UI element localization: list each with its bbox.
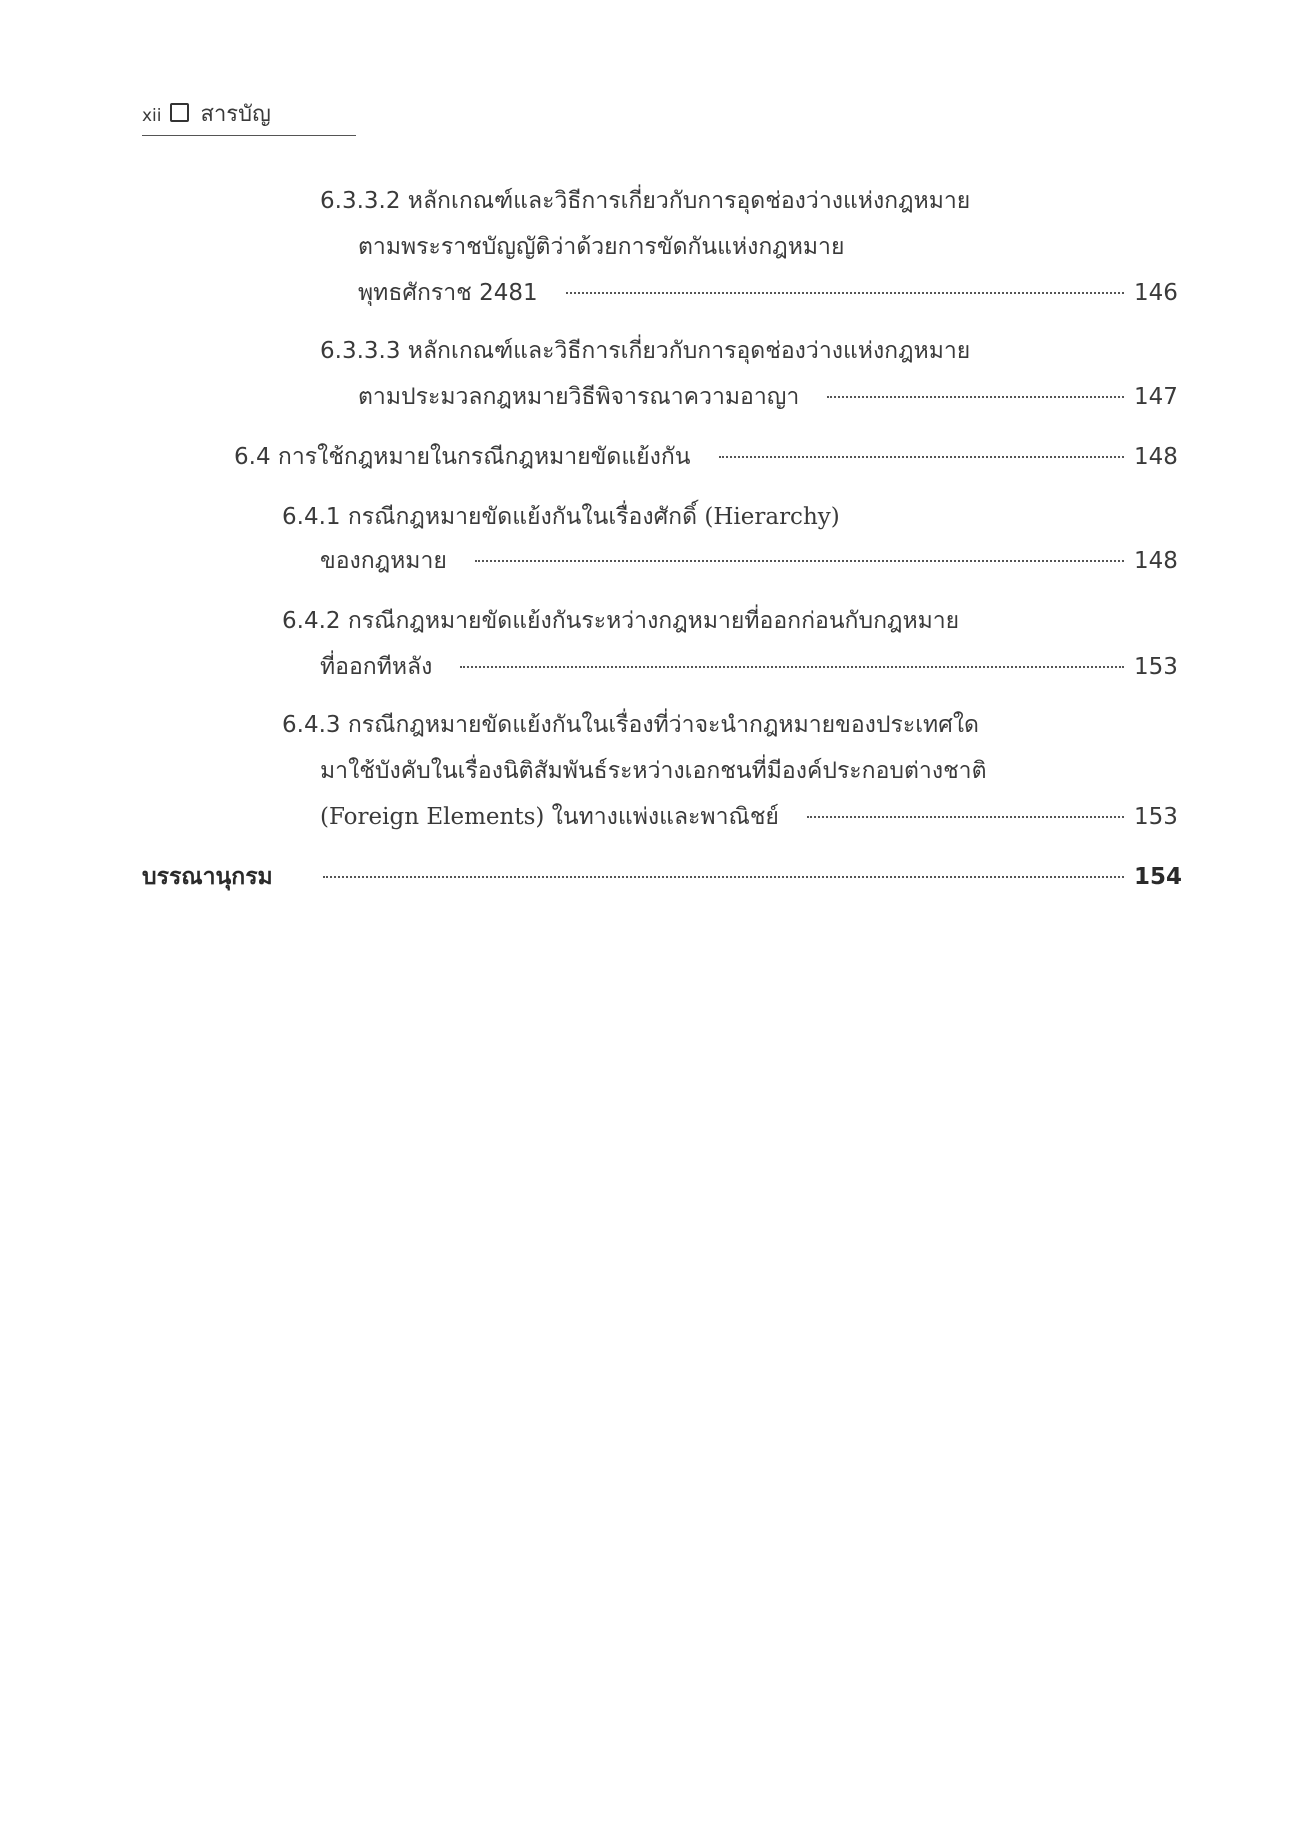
- toc-entry-6-3-3-3-line1: 6.3.3.3 หลักเกณฑ์และวิธีการเกี่ยวกับการอุดช่องว่างแห่งกฎหมาย: [320, 338, 971, 364]
- toc-entry-text: [320, 802, 779, 832]
- toc-page-number: 153: [1134, 654, 1178, 680]
- toc-page-number: 148: [1134, 548, 1178, 574]
- toc-page-number: 154: [1134, 864, 1183, 890]
- dot-leader: [807, 816, 1124, 818]
- toc-entry-6-4-2-line1: 6.4.2 กรณีกฎหมายขัดแย้งกันระหว่างกฎหมายที่ออกก่อนกับกฎหมาย: [282, 608, 960, 634]
- toc-entry-6-4-3-line1: 6.4.3 กรณีกฎหมายขัดแย้งกันในเรื่องที่ว่าจะนำกฎหมายของประเทศใด: [282, 712, 979, 738]
- toc-entry-text: ที่ออกทีหลัง: [320, 654, 433, 680]
- toc-entry-english: (Hierarchy): [704, 504, 840, 530]
- toc-entry-6-4-2-last[interactable]: [320, 652, 1176, 682]
- dot-leader: [719, 456, 1125, 458]
- square-bullet-icon: [170, 103, 189, 122]
- toc-page-number: 148: [1134, 444, 1178, 470]
- toc-entry-6-4-1-last[interactable]: [320, 546, 1176, 576]
- running-header: [142, 96, 356, 136]
- dot-leader: [566, 292, 1124, 294]
- dot-leader: [475, 560, 1124, 562]
- toc-entry-text: 6.4 การใช้กฎหมายในกรณีกฎหมายขัดแย้งกัน: [234, 444, 691, 470]
- toc-entry-6-4-1-line1: [282, 502, 840, 532]
- page-number: xii: [142, 106, 162, 126]
- toc-entry-6-4-3-last[interactable]: [320, 802, 1176, 832]
- toc-entry-6-4[interactable]: [234, 442, 1176, 472]
- toc-entry-text: ของกฎหมาย: [320, 548, 447, 574]
- toc-entry-6-3-3-2-line2: ตามพระราชบัญญัติว่าด้วยการขัดกันแห่งกฎหมาย: [358, 234, 845, 260]
- toc-entry-6-3-3-3-last[interactable]: [358, 382, 1176, 412]
- toc-entry-english: (Foreign Elements): [320, 804, 545, 830]
- toc-entry-6-3-3-2-line1: 6.3.3.2 หลักเกณฑ์และวิธีการเกี่ยวกับการอุดช่องว่างแห่งกฎหมาย: [320, 188, 971, 214]
- dot-leader: [460, 666, 1124, 668]
- toc-entry-thai: ในทางแพ่งและพาณิชย์: [551, 804, 779, 830]
- toc-page-number: 153: [1134, 804, 1178, 830]
- toc-entry-text: ตามประมวลกฎหมายวิธีพิจารณาความอาญา: [358, 384, 800, 410]
- toc-entry-6-4-3-line2: มาใช้บังคับในเรื่องนิติสัมพันธ์ระหว่างเอกชนที่มีองค์ประกอบต่างชาติ: [320, 758, 987, 784]
- toc-entry-text: พุทธศักราช 2481: [358, 280, 538, 306]
- toc-entry-text: 6.4.1 กรณีกฎหมายขัดแย้งกันในเรื่องศักดิ์: [282, 504, 698, 530]
- toc-entry-text: บรรณานุกรม: [142, 864, 273, 890]
- toc-entry-6-3-3-2-last[interactable]: [358, 278, 1176, 308]
- toc-page-number: 147: [1134, 384, 1178, 410]
- dot-leader: [323, 876, 1124, 878]
- dot-leader: [827, 396, 1124, 398]
- toc-page-number: 146: [1134, 280, 1178, 306]
- header-title: สารบัญ: [200, 102, 271, 127]
- toc-entry-bibliography[interactable]: [142, 862, 1183, 892]
